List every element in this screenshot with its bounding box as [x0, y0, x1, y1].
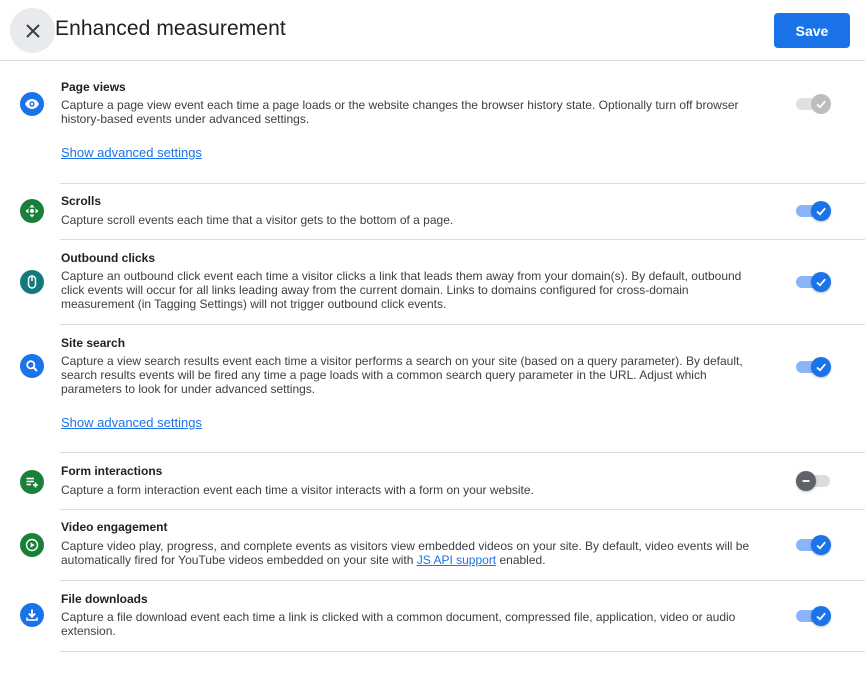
form-interactions-toggle[interactable] — [796, 470, 832, 492]
section-scrolls — [0, 184, 865, 240]
section-outbound-clicks — [0, 240, 865, 325]
section-file-downloads — [0, 581, 865, 652]
section-title: Page views — [61, 80, 126, 94]
section-title: Video engagement — [61, 520, 168, 534]
eye-icon — [20, 92, 44, 116]
video-engagement-toggle[interactable] — [796, 534, 832, 556]
outbound-clicks-toggle[interactable] — [796, 271, 832, 293]
show-advanced-settings-link[interactable]: Show advanced settings — [61, 415, 202, 430]
section-title: Scrolls — [61, 194, 102, 208]
check-icon — [815, 610, 827, 622]
js-api-support-link[interactable]: JS API support — [416, 553, 497, 567]
section-description: Capture a page view event each time a page loads or the website changes the browser history state. Optionally turn off browser history-based events under advanced settings. — [61, 98, 739, 126]
check-icon — [815, 539, 827, 551]
scrolls-toggle[interactable] — [796, 200, 832, 222]
section-page-views — [0, 61, 865, 184]
section-video-engagement — [0, 510, 865, 581]
download-icon — [20, 603, 44, 627]
section-site-search — [0, 325, 865, 453]
check-icon — [815, 205, 827, 217]
section-description: Capture a view search results event each time a visitor performs a search on your site (based on a query parameter). By default, search results events will be fired any time a page loads with a common search query parameter in the URL. Adjust which parameters to look for under advanced settings. — [61, 354, 743, 396]
page-views-toggle[interactable] — [796, 93, 832, 115]
minus-icon — [800, 475, 812, 487]
section-title: Form interactions — [61, 464, 163, 478]
close-button[interactable] — [10, 8, 55, 53]
search-icon — [20, 354, 44, 378]
check-icon — [815, 361, 827, 373]
page-title: Enhanced measurement — [55, 17, 286, 40]
check-icon — [815, 98, 827, 110]
section-form-interactions — [0, 453, 865, 510]
section-description: Capture a form interaction event each time a visitor interacts with a form on your website. — [61, 483, 534, 497]
dialog-header — [0, 0, 865, 61]
section-title: Site search — [61, 336, 126, 350]
file-downloads-toggle[interactable] — [796, 605, 832, 627]
save-button[interactable]: Save — [774, 13, 850, 48]
section-description: Capture scroll events each time that a visitor gets to the bottom of a page. — [61, 213, 454, 227]
close-icon — [26, 24, 40, 38]
section-title: Outbound clicks — [61, 251, 156, 265]
section-title: File downloads — [61, 592, 148, 606]
scroll-icon — [20, 199, 44, 223]
section-description: Capture video play, progress, and complete events as visitors view embedded videos on your site. By default, video events will be automatically fired for YouTube videos embedded on your site with JS API support enabled. — [61, 539, 750, 567]
play-icon — [20, 533, 44, 557]
divider — [60, 651, 865, 652]
check-icon — [815, 276, 827, 288]
mouse-icon — [20, 270, 44, 294]
show-advanced-settings-link[interactable]: Show advanced settings — [61, 145, 202, 160]
form-icon — [20, 470, 44, 494]
section-description: Capture an outbound click event each time a visitor clicks a link that leads them away from your domain(s). By default, outbound click events will occur for all links leading away from the current domain. Links to domains configured for cross-domain measurement (in Tagging Settings) will not trigger outbound click events. — [61, 269, 742, 311]
site-search-toggle[interactable] — [796, 356, 832, 378]
section-description: Capture a file download event each time a link is clicked with a common document, compressed file, application, video or audio extension. — [61, 610, 736, 638]
